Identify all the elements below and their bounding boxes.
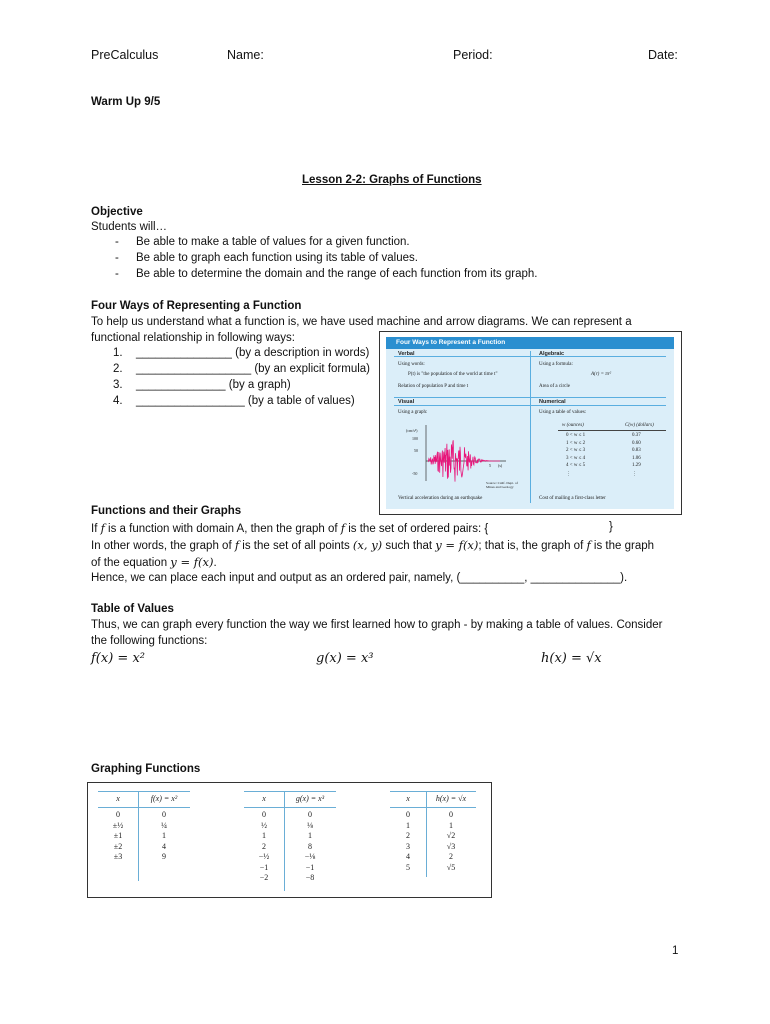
visual-x5: 5 bbox=[489, 463, 491, 468]
numerical-col1: w (ounces) bbox=[562, 423, 584, 428]
ordered-pair-line: Hence, we can place each input and output as an ordered pair, namely, (__________, ______________). bbox=[91, 572, 628, 584]
table-cell-y: ⅛ bbox=[307, 820, 313, 830]
numerical-cost-cell: ⋮ bbox=[632, 471, 637, 477]
item-number: 3. bbox=[113, 379, 123, 391]
visual-heading: Visual bbox=[398, 399, 415, 405]
table-cell-y: 8 bbox=[308, 841, 312, 851]
algebraic-l3: Area of a circle bbox=[539, 384, 570, 389]
table-cell-x: 0 bbox=[116, 810, 120, 819]
table-cell-x: 3 bbox=[406, 841, 410, 851]
table-cell-x: 0 bbox=[262, 810, 266, 819]
visual-xlabel: (s) bbox=[498, 463, 503, 468]
item-number: 4. bbox=[113, 395, 123, 407]
function-g: g(x) = x³ bbox=[316, 651, 374, 666]
lesson-title: Lesson 2-2: Graphs of Functions bbox=[302, 174, 482, 186]
function-f: f(x) = x² bbox=[91, 651, 145, 666]
numerical-weight-cell: 4 < w ≤ 5 bbox=[566, 463, 586, 468]
objective-bullet: Be able to make a table of values for a given function. bbox=[136, 236, 410, 248]
table-h-header-x: x bbox=[406, 794, 410, 803]
table-g-header-gx: g(x) = x³ bbox=[295, 794, 325, 803]
table-cell-y: ¼ bbox=[161, 820, 167, 830]
table-cell-x: 5 bbox=[406, 862, 410, 872]
objective-bullet: Be able to graph each function using its table of values. bbox=[136, 252, 418, 264]
objective-bullet: Be able to determine the domain and the range of each function from its graph. bbox=[136, 268, 538, 280]
visual-yneg50: -50 bbox=[412, 471, 418, 476]
numerical-heading: Numerical bbox=[539, 399, 566, 405]
table-cell-y: 1 bbox=[308, 831, 312, 840]
table-cell-x: −1 bbox=[259, 862, 269, 872]
table-cell-y: 0 bbox=[308, 810, 312, 819]
algebraic-heading: Algebraic bbox=[539, 351, 565, 357]
table-cell-x: ±3 bbox=[113, 852, 123, 861]
name-label: Name: bbox=[227, 48, 264, 62]
numerical-weight-cell: 2 < w ≤ 3 bbox=[566, 448, 586, 453]
four-ways-line2: functional relationship in following ways: bbox=[91, 332, 295, 344]
numerical-weight-cell: 1 < w ≤ 2 bbox=[566, 440, 586, 446]
table-cell-y: −1 bbox=[305, 862, 315, 872]
table-cell-x: 2 bbox=[406, 831, 410, 840]
course-name: PreCalculus bbox=[91, 48, 159, 62]
numerical-caption: Cost of mailing a first-class letter bbox=[539, 496, 606, 501]
table-cell-y: 0 bbox=[162, 810, 166, 819]
function-h: h(x) = √x bbox=[541, 651, 602, 666]
graphing-functions-heading: Graphing Functions bbox=[91, 763, 201, 775]
numerical-cost-cell: 0.83 bbox=[632, 448, 641, 453]
table-cell-x: ±2 bbox=[113, 841, 123, 851]
visual-ylabel: (cm/s²) bbox=[406, 428, 418, 433]
table-cell-x: −½ bbox=[258, 852, 270, 861]
objective-heading: Objective bbox=[91, 206, 143, 218]
four-ways-figure bbox=[379, 331, 682, 515]
table-cell-y: −8 bbox=[305, 873, 315, 882]
verbal-l3: Relation of population P and time t bbox=[398, 384, 469, 389]
visual-l1: Using a graph: bbox=[398, 410, 428, 415]
table-cell-x: ±½ bbox=[112, 820, 124, 830]
table-cell-y: 4 bbox=[162, 841, 166, 851]
table-cell-x: 0 bbox=[406, 810, 410, 819]
graph-definition-line: If f is a function with domain A, then the graph of f is the set of ordered pairs: { bbox=[91, 521, 489, 535]
table-g-header-x: x bbox=[262, 794, 266, 803]
item-number: 1. bbox=[113, 347, 123, 359]
bullet-dash: - bbox=[115, 268, 119, 280]
table-f-header-fx: f(x) = x² bbox=[150, 794, 178, 803]
numerical-cost-cell: 1.06 bbox=[632, 455, 641, 461]
algebraic-formula: A(r) = πr² bbox=[591, 372, 612, 377]
table-cell-x: 4 bbox=[406, 852, 410, 861]
tables-box bbox=[87, 782, 492, 898]
table-f bbox=[98, 791, 190, 881]
objective-intro: Students will… bbox=[91, 221, 168, 233]
visual-y50: 50 bbox=[414, 448, 418, 453]
date-label: Date: bbox=[648, 48, 678, 62]
table-cell-y: √3 bbox=[446, 841, 456, 851]
numerical-cost-cell: 0.60 bbox=[632, 440, 641, 446]
algebraic-l1: Using a formula: bbox=[539, 362, 573, 367]
functions-graphs-heading: Functions and their Graphs bbox=[91, 505, 242, 517]
table-cell-x: ±1 bbox=[113, 831, 123, 840]
four-ways-line1: To help us understand what a function is, we have used machine and arrow diagrams. We can represent a bbox=[91, 316, 632, 328]
verbal-heading: Verbal bbox=[398, 351, 415, 357]
table-cell-y: √2 bbox=[446, 831, 456, 840]
table-cell-x: −2 bbox=[259, 873, 269, 882]
item-text: ______________ (by a graph) bbox=[136, 379, 291, 391]
table-cell-y: √5 bbox=[446, 862, 456, 872]
item-text: __________________ (by an explicit formula) bbox=[136, 363, 370, 375]
bullet-dash: - bbox=[115, 252, 119, 264]
table-cell-y: 0 bbox=[449, 810, 453, 819]
item-text: _________________ (by a table of values) bbox=[136, 395, 355, 407]
table-values-line2: the following functions: bbox=[91, 635, 208, 647]
verbal-l2: P(t) is "the population of the world at time t" bbox=[408, 372, 498, 377]
numerical-col2: C(w) (dollars) bbox=[625, 423, 654, 428]
warmup-heading: Warm Up 9/5 bbox=[91, 96, 161, 108]
earthquake-graph bbox=[418, 423, 508, 483]
table-cell-x: 1 bbox=[406, 820, 410, 830]
table-h-header-hx: h(x) = √x bbox=[435, 794, 467, 803]
numerical-cost-cell: 1.29 bbox=[632, 463, 641, 468]
table-cell-y: −⅛ bbox=[304, 852, 316, 861]
numerical-l1: Using a table of values: bbox=[539, 410, 587, 415]
figure-title: Four Ways to Represent a Function bbox=[386, 337, 674, 349]
four-ways-heading: Four Ways of Representing a Function bbox=[91, 300, 302, 312]
table-cell-y: 9 bbox=[162, 852, 166, 861]
bullet-dash: - bbox=[115, 236, 119, 248]
table-cell-x: ½ bbox=[261, 820, 267, 830]
graph-equation-line: of the equation y = f(x). bbox=[91, 555, 217, 569]
table-g bbox=[244, 791, 336, 891]
set-close-brace: } bbox=[609, 521, 613, 533]
table-values-line1: Thus, we can graph every function the way we first learned how to graph - by making a table of values. Consider bbox=[91, 619, 663, 631]
table-f-header-x: x bbox=[116, 794, 120, 803]
numerical-weight-cell: 3 < w ≤ 4 bbox=[566, 455, 586, 461]
table-cell-y: 1 bbox=[449, 820, 453, 830]
table-values-heading: Table of Values bbox=[91, 603, 174, 615]
visual-y100: 100 bbox=[412, 436, 418, 441]
page-number: 1 bbox=[672, 945, 679, 957]
verbal-l1: Using words: bbox=[398, 362, 425, 367]
table-cell-x: 2 bbox=[262, 841, 266, 851]
item-text: _______________ (by a description in words) bbox=[136, 347, 370, 359]
numerical-cost-cell: 0.37 bbox=[632, 433, 641, 438]
numerical-weight-cell: ⋮ bbox=[566, 471, 571, 477]
item-number: 2. bbox=[113, 363, 123, 375]
table-cell-y: 1 bbox=[162, 831, 166, 840]
graph-points-line: In other words, the graph of f is the set of all points (x, y) such that y = f(x); that is, the graph of f is the graph bbox=[91, 538, 655, 552]
table-h bbox=[390, 791, 476, 877]
table-cell-y: 2 bbox=[449, 852, 453, 861]
period-label: Period: bbox=[453, 48, 493, 62]
numerical-weight-cell: 0 < w ≤ 1 bbox=[566, 433, 586, 438]
visual-caption: Vertical acceleration during an earthquake bbox=[398, 496, 483, 501]
table-cell-x: 1 bbox=[262, 831, 266, 840]
visual-source: Source: Calif. Dept. of Mines and Geology bbox=[486, 481, 518, 489]
